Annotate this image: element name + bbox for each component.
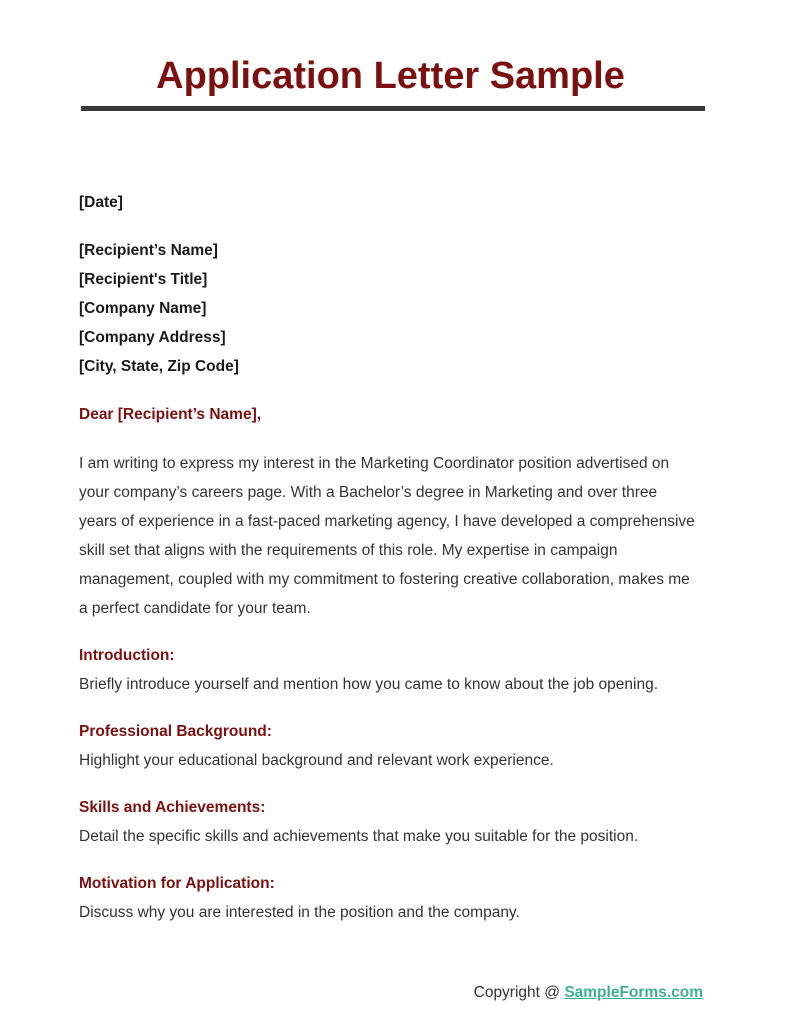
section-introduction (79, 641, 699, 699)
section-heading: Professional Background: (79, 723, 272, 740)
section-motivation (79, 869, 699, 927)
copyright-footer (474, 982, 703, 1004)
section-text: Discuss why you are interested in the position and the company. (79, 904, 520, 921)
section-skills-achievements (79, 793, 699, 851)
city-state-zip: [City, State, Zip Code] (79, 358, 239, 375)
section-heading: Motivation for Application: (79, 875, 275, 892)
title-divider (81, 106, 705, 111)
recipient-title: [Recipient's Title] (79, 271, 208, 288)
company-name: [Company Name] (79, 300, 207, 317)
section-text: Highlight your educational background and relevant work experience. (79, 752, 554, 769)
section-heading: Introduction: (79, 647, 175, 664)
letter-body (79, 188, 699, 927)
brand-link[interactable]: SampleForms.com (564, 984, 703, 1001)
section-text: Briefly introduce yourself and mention how you came to know about the job opening. (79, 676, 659, 693)
company-address: [Company Address] (79, 329, 226, 346)
recipient-name: [Recipient’s Name] (79, 242, 218, 259)
section-heading: Skills and Achievements: (79, 799, 266, 816)
date-line: [Date] (79, 194, 123, 211)
salutation: Dear [Recipient’s Name], (79, 406, 262, 423)
body-paragraph: I am writing to express my interest in the Marketing Coordinator position advertised on your company’s careers page. With a Bachelor’s degree in Marketing and over three years of experience in a fast-paced marketing agency, I have developed a comprehensive skill set that aligns with the requirements of this role. My expertise in campaign management, coupled with my commitment to fostering creative collaboration, makes me a perfect candidate for your team. (79, 455, 695, 617)
page-title: Application Letter Sample (156, 55, 625, 97)
section-professional-background (79, 717, 699, 775)
section-text: Detail the specific skills and achievements that make you suitable for the position. (79, 828, 639, 845)
copyright-prefix: Copyright @ (473, 984, 565, 1001)
